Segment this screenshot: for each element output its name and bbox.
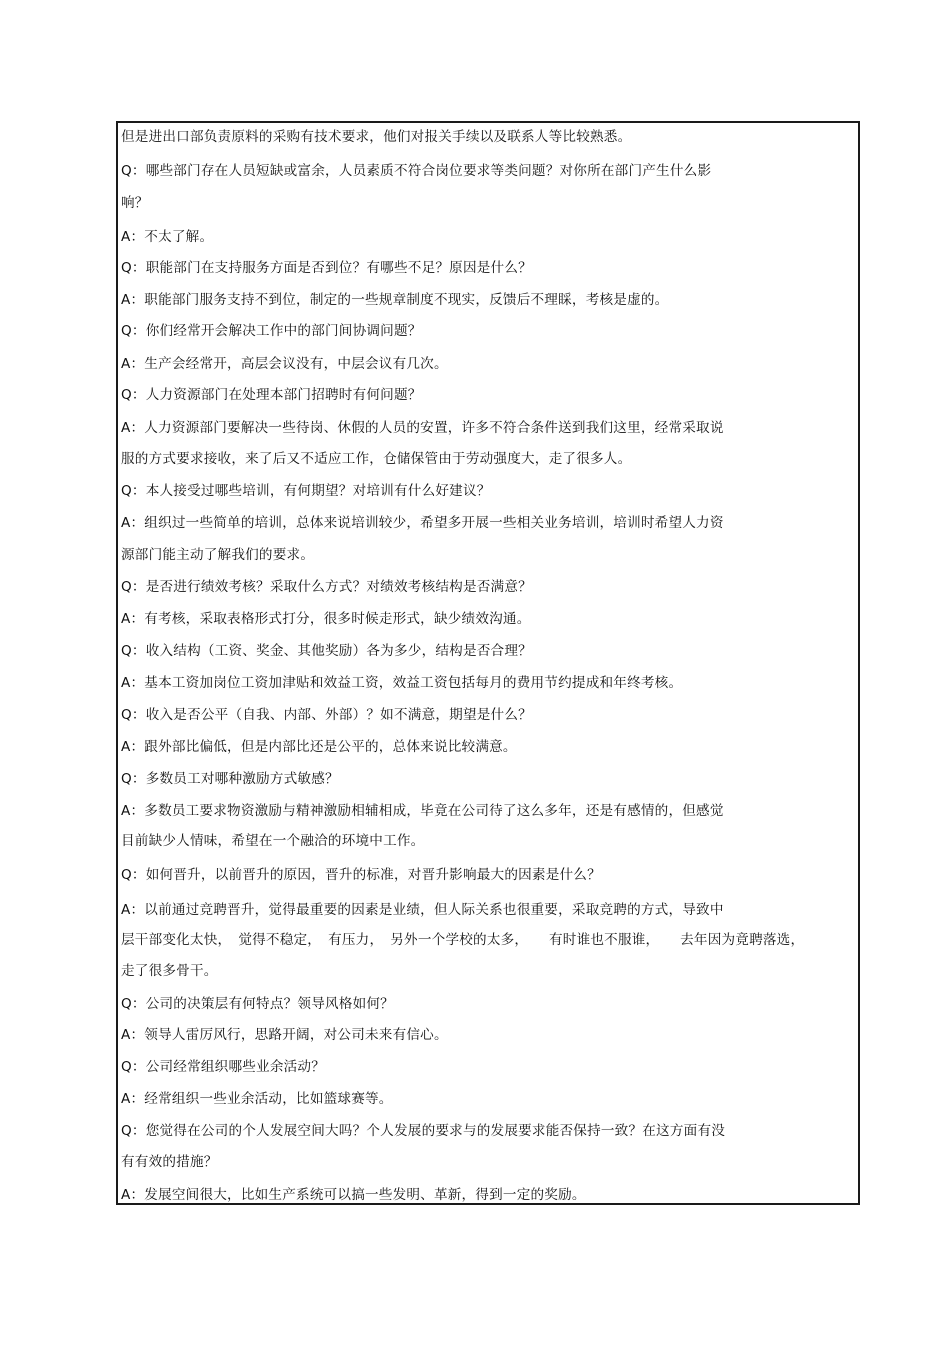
question-line: Q：人力资源部门在处理本部门招聘时有何问题？ [121,387,422,403]
question-line: Q：公司经常组织哪些业余活动？ [121,1059,326,1075]
question-line: Q：多数员工对哪种激励方式敏感？ [121,771,339,787]
question-line: Q：你们经常开会解决工作中的部门间协调问题？ [121,323,422,339]
answer-line: A：跟外部比偏低，但是内部比还是公平的，总体来说比较满意。 [121,739,517,755]
answer-line: A：领导人雷厉风行，思路开阔，对公司未来有信心。 [121,1027,448,1043]
answer-line: A：人力资源部门要解决一些待岗、休假的人员的安置，许多不符合条件送到我们这里，经常采取说 [121,420,724,436]
answer-line: A：生产会经常开，高层会议没有，中层会议有几次。 [121,356,448,372]
answer-line-continued: 走了很多骨干。 [121,963,218,979]
answer-line: A：职能部门服务支持不到位，制定的一些规章制度不现实，反馈后不理睬，考核是虚的。 [121,292,669,308]
answer-line: A：组织过一些简单的培训，总体来说培训较少，希望多开展一些相关业务培训，培训时希望人力资 [121,515,724,531]
answer-line: A：基本工资加岗位工资加津贴和效益工资，效益工资包括每月的费用节约提成和年终考核。 [121,675,683,691]
answer-line-continued: 源部门能主动了解我们的要求。 [121,547,315,563]
question-line: Q：您觉得在公司的个人发展空间大吗？个人发展的要求与的发展要求能否保持一致？在这方面有没 [121,1123,726,1139]
question-line-continued: 响？ [121,195,149,211]
answer-line: A：以前通过竞聘晋升，觉得最重要的因素是业绩，但人际关系也很重要，采取竞聘的方式，导致中 [121,902,724,918]
question-line: Q：是否进行绩效考核？采取什么方式？对绩效考核结构是否满意？ [121,579,532,595]
question-line: Q：如何晋升，以前晋升的原因，晋升的标准，对晋升影响最大的因素是什么？ [121,867,601,883]
answer-line: A：多数员工要求物资激励与精神激励相辅相成，毕竟在公司待了这么多年，还是有感情的，但感觉 [121,803,724,819]
question-line: Q：哪些部门存在人员短缺或富余，人员素质不符合岗位要求等类问题？对你所在部门产生什么影 [121,163,712,179]
question-line: Q：收入是否公平（自我、内部、外部）？如不满意，期望是什么？ [121,707,532,723]
answer-line-continued: 服的方式要求接收，来了后又不适应工作，仓储保管由于劳动强度大，走了很多人。 [121,451,632,467]
question-line: Q：公司的决策层有何特点？领导风格如何？ [121,996,394,1012]
answer-line: A：不太了解。 [121,229,214,245]
question-line: Q：收入结构（工资、奖金、其他奖励）各为多少，结构是否合理？ [121,643,532,659]
answer-line: A：经常组织一些业余活动，比如篮球赛等。 [121,1091,393,1107]
text-line: 但是进出口部负责原料的采购有技术要求，他们对报关手续以及联系人等比较熟悉。 [121,129,632,145]
answer-line: A：发展空间很大，比如生产系统可以搞一些发明、革新，得到一定的奖励。 [121,1187,586,1203]
question-line: Q：本人接受过哪些培训，有何期望？对培训有什么好建议？ [121,483,491,499]
question-line-continued: 有有效的措施？ [121,1154,218,1170]
question-line: Q：职能部门在支持服务方面是否到位？有哪些不足？原因是什么？ [121,260,532,276]
answer-line-continued: 目前缺少人情味，希望在一个融洽的环境中工作。 [121,833,425,849]
answer-line: A：有考核，采取表格形式打分，很多时候走形式，缺少绩效沟通。 [121,611,531,627]
answer-line-continued: 层干部变化太快， 觉得不稳定， 有压力， 另外一个学校的太多， 有时谁也不服谁， 去年因为竟聘落选， [121,932,805,948]
